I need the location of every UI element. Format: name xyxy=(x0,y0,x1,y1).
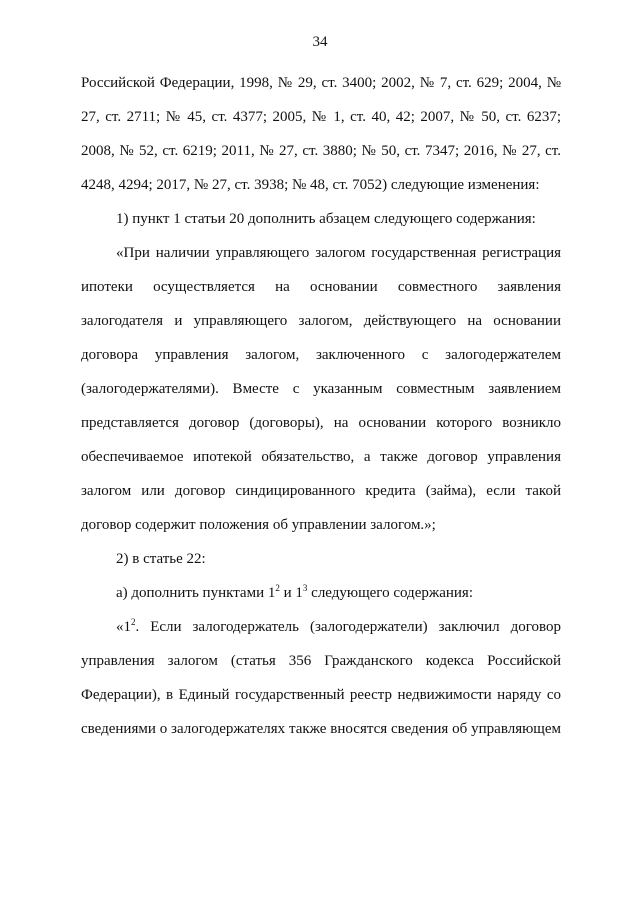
paragraph-subitem-a xyxy=(81,576,561,610)
document-body xyxy=(81,66,561,746)
subitem-a-text-start: а) дополнить пунктами 1 xyxy=(116,585,276,601)
paragraph-amendment-sources: Российской Федерации, 1998, № 29, ст. 3400; 2002, № 7, ст. 629; 2004, № 27, ст. 2711; № 45, ст. 4377; 2005, № 1, ст. 40, 42; 2007, № 50, ст. 6237; 2008, № 52, ст. 6219; 2011, № 27, ст. 3880; № 50, ст. 7347; 2016, № 27, ст. 4248, 4294; 2017, № 27, ст. 3938; № 48, ст. 7052) следующие изменения: xyxy=(81,75,561,193)
page-number: 34 xyxy=(312,34,328,50)
superscript: 3 xyxy=(302,583,308,593)
clause-text: . Если залогодержатель (залогодержатели) заключил договор управления залогом (статья 356 Гражданского кодекса Российской Федерации), в Единый государственный реестр недвижимости наряду со сведениями о залогодержателях также вносятся сведения об управляющем xyxy=(81,619,561,737)
subitem-a-text-end: следующего содержания: xyxy=(307,585,473,601)
paragraph-item-2: 2) в статье 22: xyxy=(116,551,206,567)
superscript: 2 xyxy=(131,617,136,627)
paragraph-clause-1-2 xyxy=(81,610,561,746)
subitem-a-text-middle: и 1 xyxy=(279,585,303,601)
clause-number: «1 xyxy=(116,619,131,635)
paragraph-mortgage-registration: «При наличии управляющего залогом государственная регистрация ипотеки осуществляется на основании совместного заявления залогодателя и управляющего залогом, действующего на основании договора управления залогом, заключенного с залогодержателем (залогодержателями). Вместе с указанным совместным заявлением представляется договор (договоры), на основании которого возникло обеспечиваемое ипотекой обязательство, а также договор управления залогом или договор синдицированного кредита (займа), если такой договор содержит положения об управлении залогом.»; xyxy=(81,245,561,533)
paragraph-item-1: 1) пункт 1 статьи 20 дополнить абзацем следующего содержания: xyxy=(116,211,536,227)
superscript: 2 xyxy=(275,583,280,593)
